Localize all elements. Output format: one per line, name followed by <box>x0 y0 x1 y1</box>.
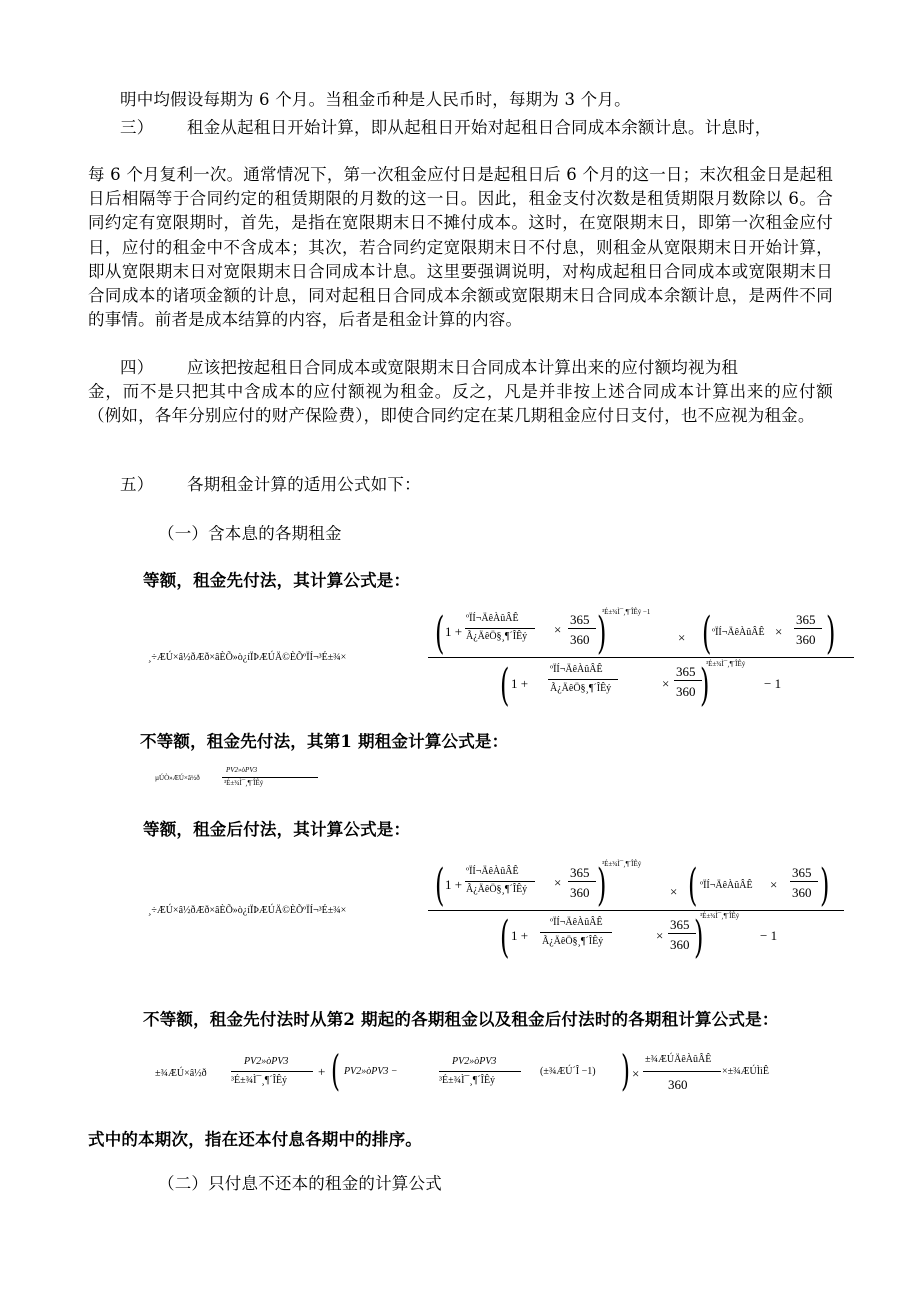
note-period: 式中的本期次，指在还本付息各期中的排序。 <box>88 1130 422 1149</box>
case-unequal-advance-first: 不等额，租金先付法，其第1 期租金计算公式是： <box>140 732 509 751</box>
item3-label: 三） <box>120 118 154 137</box>
case-equal-advance: 等额，租金先付法，其计算公式是： <box>143 571 411 590</box>
section1-title: （一）含本息的各期租金 <box>158 524 342 543</box>
case-unequal-general: 不等额，租金先付法时从第2 期起的各期租金以及租金后付法时的各期租计算公式是： <box>143 1010 779 1029</box>
case-equal-arrears: 等额，租金后付法，其计算公式是： <box>143 820 411 839</box>
item3-first-line: 租金从起租日开始计算，即从起租日开始对起租日合同成本余额计息。计息时， <box>187 118 772 137</box>
item4-label: 四） <box>120 358 154 377</box>
item4-body: 金，而不是只把其中含成本的应付额视为租金。反之，凡是并非按上述合同成本计算出来的应付额（例如，各年分别应付的财产保险费），即使合同约定在某几期租金应付日支付，也不应视为租金。 <box>88 382 833 426</box>
section2-title: （二）只付息不还本的租金的计算公式 <box>158 1174 442 1193</box>
f1-lhs: ¸÷ÆÚ×â½ðÆð×âÈÕ»ò¿íÏÞÆÚÄ©ÈÕºÏÍ¬³É±¾× <box>148 652 347 663</box>
item4-first-line: 应该把按起租日合同成本或宽限期末日合同成本计算出来的应付额均视为租 <box>187 358 739 377</box>
paragraph-intro: 明中均假设每期为 6 个月。当租金币种是人民币时，每期为 3 个月。 <box>120 90 631 109</box>
item5-text: 各期租金计算的适用公式如下： <box>187 475 421 494</box>
item5-label: 五） <box>120 475 154 494</box>
item3-body: 每 6 个月复利一次。通常情况下，第一次租金应付日是起租日后 6 个月的这一日；末次租金日是起租日后相隔等于合同约定的租赁期限的月数的这一日。因此，租金支付次数是租赁期限月数除以 6。合同约定有宽限期时，首先，是指在宽限期末日不摊付成本。这时，在宽限期末日，即第一次租金应付日，应付的租金中不含成本；其次，若合同约定宽限期末日不付息，则租金从宽限期末日开始计算，即从宽限期末日对宽限期末日合同成本计息。这里要强调说明，对构成起租日合同成本或宽限期末日合同成本的诸项金额的计息，同对起租日合同成本余额或宽限期末日合同成本余额计息，是两件不同的事情。前者是成本结算的内容，后者是租金计算的内容。 <box>88 165 833 330</box>
